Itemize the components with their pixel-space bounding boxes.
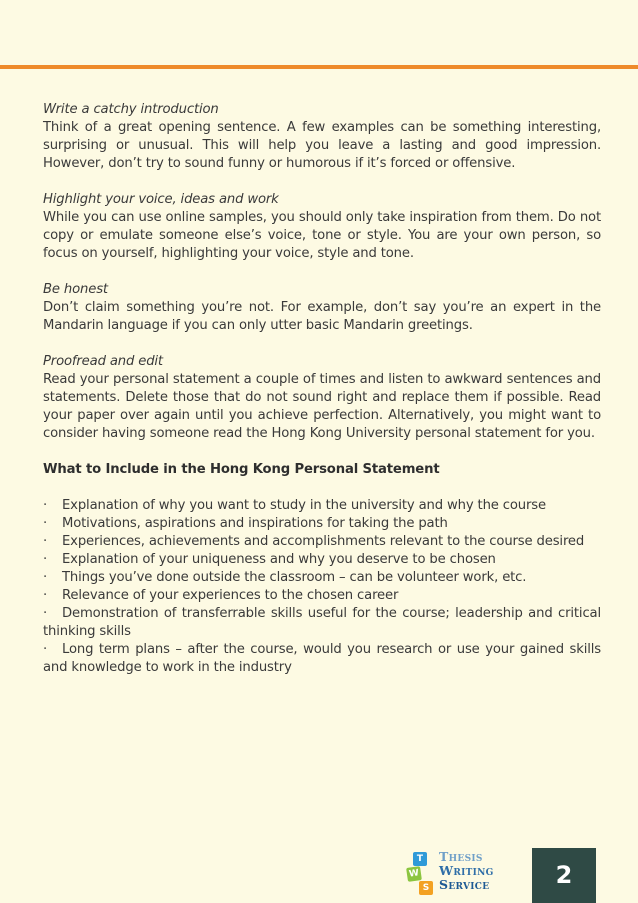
section-heading: Highlight your voice, ideas and work xyxy=(43,192,279,207)
list-item xyxy=(43,605,601,641)
section-heading: Write a catchy introduction xyxy=(43,102,219,117)
section-voice xyxy=(43,191,601,263)
section-honest xyxy=(43,281,601,335)
bullet-icon: · xyxy=(43,534,48,549)
section-body: Read your personal statement a couple of times and listen to awkward sentences and statements. Delete those that do not sound right and replace them if possible. Read your paper over again until you achieve perfection. Alternatively, you might want to consider having someone read the Hong Kong University personal statement for you. xyxy=(43,372,601,441)
page-number: 2 xyxy=(532,848,596,903)
list-item xyxy=(43,569,601,587)
list-item-text: Explanation of why you want to study in the university and why the course xyxy=(62,498,546,513)
logo-block-s: S xyxy=(419,881,433,895)
section-body: Don’t claim something you’re not. For example, don’t say you’re an expert in the Mandarin language if you can only utter basic Mandarin greetings. xyxy=(43,300,601,333)
brand-logo xyxy=(405,850,515,896)
section-body: Think of a great opening sentence. A few examples can be something interesting, surprising or unusual. This will help you leave a lasting and good impression. However, don’t try to sound funny or humorous if it’s forced or offensive. xyxy=(43,120,601,171)
bullet-icon: · xyxy=(43,498,48,513)
list-item xyxy=(43,641,601,677)
top-rule xyxy=(0,65,638,69)
logo-line-1: Thesis xyxy=(439,849,483,864)
logo-blocks-icon xyxy=(405,850,439,896)
section-body: While you can use online samples, you should only take inspiration from them. Do not copy or emulate someone else’s voice, tone or style. You are your own person, so focus on yourself, highlighting your voice, style and tone. xyxy=(43,210,601,261)
bullet-icon: · xyxy=(43,552,48,567)
logo-line-2: Writing xyxy=(439,863,494,878)
section-heading: Be honest xyxy=(43,282,108,297)
section-heading: Proofread and edit xyxy=(43,354,163,369)
list-item-text: Things you’ve done outside the classroom – can be volunteer work, etc. xyxy=(62,570,527,585)
bullet-icon: · xyxy=(43,570,48,585)
list-item-text: Explanation of your uniqueness and why you deserve to be chosen xyxy=(62,552,496,567)
logo-block-t: T xyxy=(413,852,427,866)
bullet-icon: · xyxy=(43,516,48,531)
logo-line-3: Service xyxy=(439,877,490,892)
list-item xyxy=(43,551,601,569)
list-item-text: Long term plans – after the course, would you research or use your gained skills and knowledge to work in the industry xyxy=(43,642,601,675)
list-item-text: Motivations, aspirations and inspirations for taking the path xyxy=(62,516,448,531)
include-title: What to Include in the Hong Kong Personal Statement xyxy=(43,462,440,477)
list-item-text: Demonstration of transferrable skills useful for the course; leadership and critical thinking skills xyxy=(43,606,601,639)
logo-wordmark xyxy=(439,850,494,892)
page-content xyxy=(43,101,601,677)
list-item xyxy=(43,515,601,533)
section-intro xyxy=(43,101,601,173)
bullet-icon: · xyxy=(43,588,48,603)
bullet-icon: · xyxy=(43,642,48,657)
list-item xyxy=(43,497,601,515)
list-item-text: Experiences, achievements and accomplishments relevant to the course desired xyxy=(62,534,585,549)
list-item-text: Relevance of your experiences to the chosen career xyxy=(62,588,399,603)
include-list xyxy=(43,497,601,677)
section-proofread xyxy=(43,353,601,443)
list-item xyxy=(43,533,601,551)
list-item xyxy=(43,587,601,605)
bullet-icon: · xyxy=(43,606,48,621)
logo-block-w: W xyxy=(406,866,422,882)
